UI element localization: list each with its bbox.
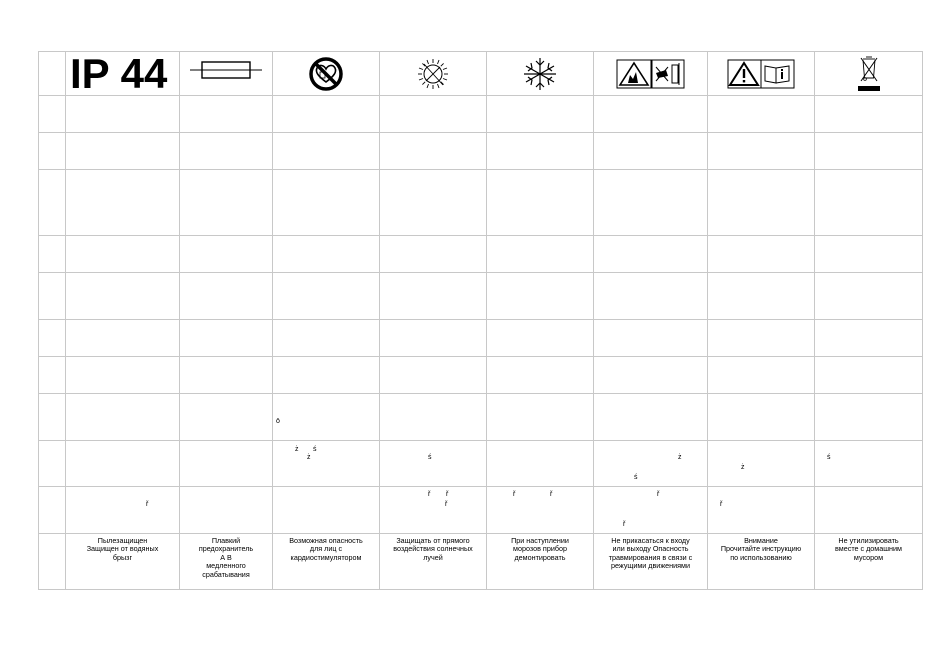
mark: ś: [428, 454, 432, 461]
mark: ř: [446, 491, 449, 498]
mark: ř: [428, 491, 431, 498]
frost-cell: [487, 52, 594, 96]
table-row: [39, 273, 923, 320]
icon-row: [39, 52, 923, 96]
manual-caption: Внимание Прочитайте инструкцию по использованию: [720, 536, 802, 562]
sun-caption: Защищать от прямого воздействия солнечных лучей: [393, 536, 473, 562]
mark: ř: [657, 491, 660, 498]
ip-rating: IP 44: [70, 50, 168, 97]
mark: ż: [678, 454, 682, 461]
fuse-cell: [180, 52, 273, 96]
table-row: [39, 170, 923, 236]
mark: ř: [623, 521, 626, 528]
ip-rating-cell: [66, 52, 180, 96]
sun-icon: [413, 54, 453, 94]
no-pacemaker-icon: [306, 54, 346, 94]
disposal-caption: Не утилизировать вместе с домашним мусором: [835, 536, 902, 562]
mark: ř: [445, 501, 448, 508]
moving-parts-cell: [594, 52, 708, 96]
table-row: [39, 487, 923, 534]
table-row: [39, 357, 923, 394]
mark: ś: [827, 454, 831, 461]
pacemaker-cell: [273, 52, 380, 96]
table-row: [39, 320, 923, 357]
table-row: [39, 441, 923, 487]
fuse-icon: [186, 55, 266, 85]
fuse-caption: Плавкий предохранитель А В медленного срабатывания: [198, 536, 254, 579]
sun-cell: [380, 52, 487, 96]
ip44-caption: Пылезащищен Защищен от водяных брызг: [86, 536, 159, 562]
mark: ż: [741, 464, 745, 471]
crossed-bin-icon: [854, 54, 884, 94]
row-label-cell: [39, 52, 66, 96]
mark: ř: [720, 501, 723, 508]
table-row: [39, 394, 923, 441]
table-row: [39, 133, 923, 170]
frost-caption: При наступлении морозов прибор демонтировать: [511, 536, 569, 562]
snowflake-icon: [520, 54, 560, 94]
moving-parts-caption: Не прикасаться к входу или выходу Опасность травмирования в связи с режущими движениями: [608, 536, 693, 571]
table-row: [39, 236, 923, 273]
moving-parts-warning-icon: [616, 57, 686, 91]
read-manual-warning-icon: [727, 57, 795, 91]
mark: ř: [550, 491, 553, 498]
mark: ř: [146, 501, 149, 508]
symbols-table: [38, 51, 923, 590]
disposal-cell: [815, 52, 923, 96]
mark: ż: [295, 446, 299, 453]
manual-cell: [708, 52, 815, 96]
mark: ś: [313, 446, 317, 453]
mark: ż: [307, 454, 311, 461]
caption-row: [39, 534, 923, 590]
pacemaker-caption: Возможная опасность для лиц с кардиостимулятором: [289, 536, 363, 562]
mark: ō: [276, 418, 280, 425]
mark: ś: [634, 474, 638, 481]
table-row: [39, 96, 923, 133]
mark: ř: [513, 491, 516, 498]
